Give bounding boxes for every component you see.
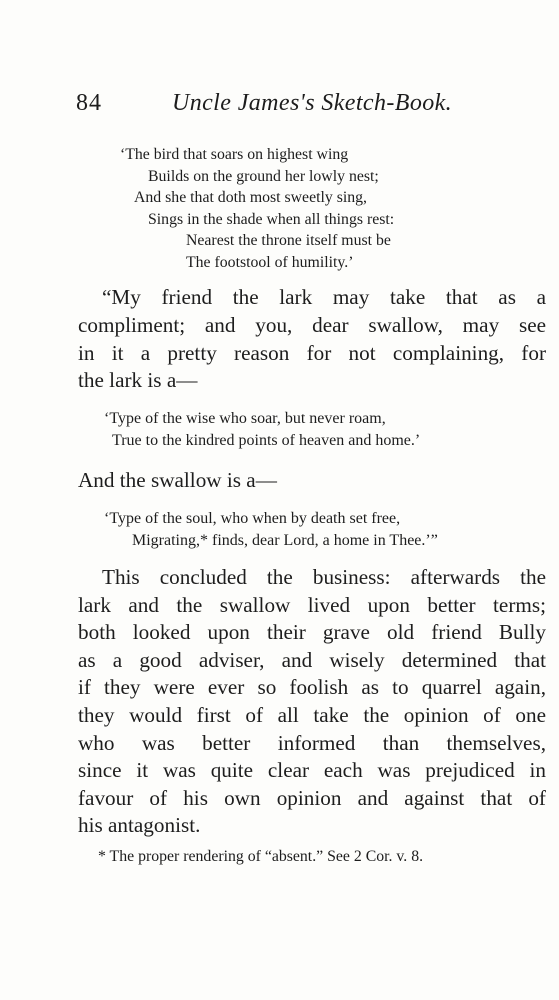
running-title: Uncle James's Sketch-Book. bbox=[172, 90, 453, 116]
text-line: since it was quite clear each was prejudiced in bbox=[78, 758, 546, 783]
verse-line: Builds on the ground her lowly nest; bbox=[148, 167, 379, 185]
text-line: as a good adviser, and wisely determined that bbox=[78, 647, 546, 672]
verse-line: ‘Type of the soul, who when by death set free, bbox=[104, 510, 401, 527]
verse-line: Sings in the shade when all things rest: bbox=[148, 210, 395, 228]
text-line: And the swallow is a— bbox=[78, 468, 277, 492]
footnote: * The proper rendering of “absent.” See 2 Cor. v. 8. bbox=[98, 848, 424, 865]
verse-quotation-swallow bbox=[104, 508, 438, 552]
text-line: who was better informed than themselves, bbox=[78, 730, 546, 755]
text-line: favour of his own opinion and against that of bbox=[78, 785, 546, 810]
verse-quotation-bird bbox=[120, 144, 394, 274]
text-line: his antagonist. bbox=[78, 813, 201, 838]
running-header bbox=[76, 88, 476, 122]
text-line: both looked upon their grave old friend Bully bbox=[78, 620, 546, 645]
text-line: they would first of all take the opinion of one bbox=[78, 702, 546, 727]
text-line: in it a pretty reason for not complaining, for bbox=[78, 340, 546, 365]
paragraph-lark-compliment bbox=[78, 284, 546, 395]
verse-line: Migrating,* finds, dear Lord, a home in Thee.’” bbox=[132, 532, 438, 549]
text-line: if they were ever so foolish as to quarrel again, bbox=[78, 675, 546, 700]
verse-line: And she that doth most sweetly sing, bbox=[134, 189, 367, 207]
paragraph-conclusion bbox=[78, 564, 546, 840]
verse-line: Nearest the throne itself must be bbox=[186, 232, 391, 250]
text-line: compliment; and you, dear swallow, may see bbox=[78, 312, 546, 337]
verse-line: ‘Type of the wise who soar, but never roam, bbox=[104, 410, 386, 427]
text-line: “My friend the lark may take that as a bbox=[102, 285, 546, 309]
verse-line: ‘The bird that soars on highest wing bbox=[120, 146, 349, 163]
verse-quotation-lark bbox=[104, 408, 420, 452]
verse-line: True to the kindred points of heaven and home.’ bbox=[112, 432, 421, 449]
paragraph-swallow bbox=[78, 467, 546, 495]
page-number: 84 bbox=[76, 90, 102, 116]
verse-line: The footstool of humility.’ bbox=[186, 253, 354, 271]
text-line: This concluded the business: afterwards the bbox=[102, 565, 546, 589]
text-line: the lark is a— bbox=[78, 368, 198, 393]
text-line: lark and the swallow lived upon better terms; bbox=[78, 592, 546, 617]
